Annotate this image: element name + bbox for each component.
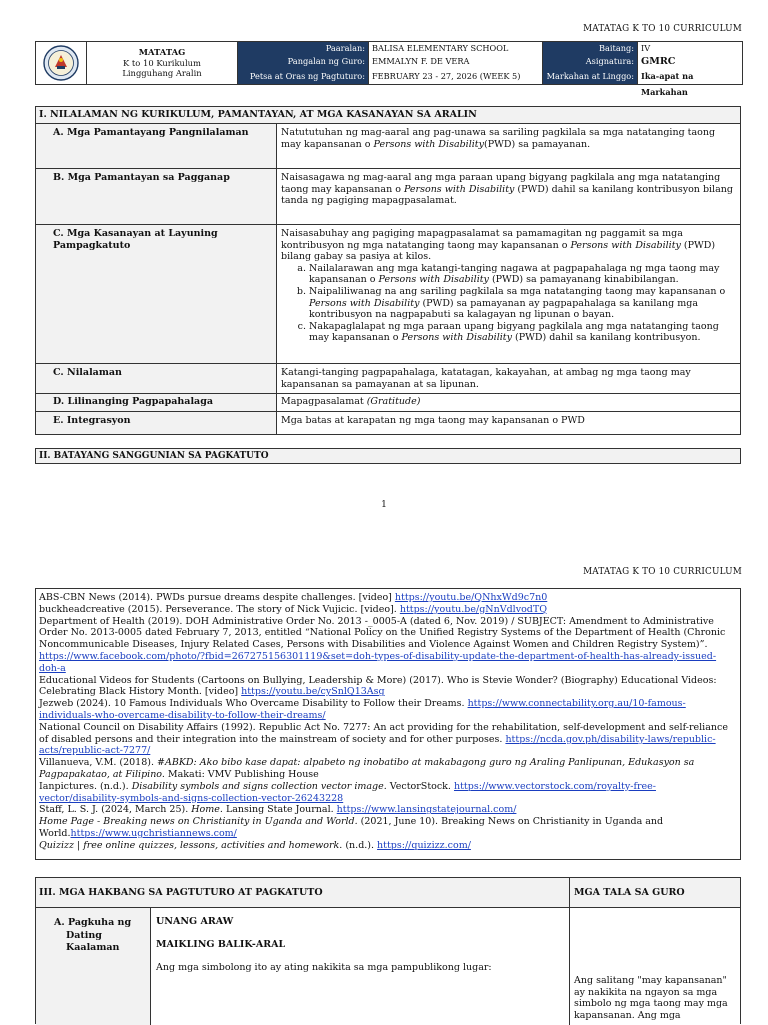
text-pagpapahalaga: Mapagpasalamat (Gratitude) <box>281 396 421 407</box>
baitang-label: Baitang: <box>542 42 637 55</box>
reference-link[interactable]: https://youtu.be/cySnlQ13Asg <box>241 686 385 698</box>
row-pamantayang-pangnilalaman <box>36 124 740 169</box>
reference-link[interactable]: https://www.vectorstock.com/royalty-free-vector/disability-symbols-and-signs-collection-vector-26243228 <box>39 780 656 804</box>
reference-entry: National Council on Disability Affairs (1992). Republic Act No. 7277: An act providing for the rehabilitation, self-development and self-reliance of disabled persons and their integration into the mainstream of society and for other purposes. https://ncda.gov.ph/disability-laws/republic- acts/republic-act-7277/ <box>39 721 728 757</box>
reference-entry: Villanueva, V.M. (2018). #ABKD: Ako bibo kase dapat: alpabeto ng inobatibo at makabagong guro ng Araling Panlipunan, Edukasyon sa Pagpapakatao, at Filipino. Makati: VMV Publishing House <box>39 757 695 780</box>
reference-link[interactable]: https://ncda.gov.ph/disability-laws/republic- acts/republic-act-7277/ <box>39 733 716 757</box>
markahan-value: Ika-apat na Markahan <box>637 68 742 84</box>
text-kasanayan-layunin: Naisasabuhay ang pagiging mapagpasalamat sa pamamagitan ng paggamit sa mga kontribusyon ng mga natatanging taong may kapansanan o Persons with Disability (PWD) bilang gabay sa pasiya at kilos. a. Nailalarawan ang mga katangi-tanging nagawa at pagpapahalaga ng mga taong may kapansanan o Persons with Disability (PWD) sa pamayanang kinabibilangan. b. Naipaliliwanag na ang sariling pagkilala sa mga natatanging taong may kapansanan o Persons with Disability (PWD) sa pamayanan ay pagpapahalaga sa kanilang mga kontribusyon na nagpapabuti sa kalagayan ng lipunan o bayan. c. Nakapaglalapat ng mga paraan upang bigyang pagkilala ang mga natatanging taong may kapansanan o Persons with Disability (PWD) dahil sa kanilang kontribusyon. <box>277 225 740 363</box>
reference-link[interactable]: https://quizizz.com/ <box>377 839 471 851</box>
asignatura-value: GMRC <box>637 55 742 68</box>
label-pagpapahalaga: D. Lilinanging Pagpapahalaga <box>36 394 277 411</box>
label-kasanayan-layunin: C. Mga Kasanayan at Layuning Pampagkatuto <box>36 225 277 363</box>
reference-link[interactable]: https://www.ugchristiannews.com/ <box>70 827 237 839</box>
row-pagpapahalaga <box>36 394 740 412</box>
section-3-table <box>35 877 741 1024</box>
reference-link[interactable]: https://www.lansingstatejournal.com/ <box>336 804 517 816</box>
row-pamantayan-pagganap <box>36 169 740 225</box>
curriculum-header-page2: MATATAG K TO 10 CURRICULUM <box>583 567 742 577</box>
reference-entry: buckheadcreative (2015). Perseverance. The story of Nick Vujicic. [video]. https://youtu.be/gNnVdlvodTQ <box>39 603 547 615</box>
text-integrasyon: Mga batas at karapatan ng mga taong may kapansanan o PWD <box>281 415 585 426</box>
curriculum-header: MATATAG K TO 10 CURRICULUM <box>583 24 742 34</box>
page-number: 1 <box>381 500 387 510</box>
teacher-notes-heading: MGA TALA SA GURO <box>570 878 740 908</box>
text-pamantayan-pagganap: Naisasagawa ng mag-aaral ang mga paraan upang bigyang pagkilala ang mga natatanging taong may kapansanan o Persons with Disability (PWD) dahil sa kanilang kontribusyon bilang tanda ng pagiging mapagpasalamat. <box>281 172 733 207</box>
reference-link[interactable]: https://www.facebook.com/photo/?fbid=267275156301119&set=doh-types-of-disability-update-the-department-of-health-has-already-issued-doh-a <box>39 650 717 674</box>
review-body: Ang mga simbolong ito ay ating nakikita sa mga pampublikong lugar: <box>156 962 492 973</box>
markahan-label: Markahan at Linggo: <box>542 68 637 84</box>
day-label: UNANG ARAW <box>156 916 234 927</box>
teacher-notes-text: Ang salitang "may kapansanan" ay nakikita na ngayon sa mga simbolo ng mga taong may mga kapansanan. Ang mga <box>574 975 728 1021</box>
section-2-heading: II. BATAYANG SANGGUNIAN SA PAGKATUTO <box>36 449 740 463</box>
reference-entry: Ianpictures. (n.d.). Disability symbols and signs collection vector image. VectorStock. https://www.vectorstock.com/royalty-free-vector/disability-symbols-and-signs-collection-vector-26243228 <box>39 780 656 804</box>
label-pamantayang-pangnilalaman: A. Mga Pamantayang Pangnilalaman <box>36 124 277 168</box>
step-label: A. Pagkuha ng Dating Kaalaman <box>36 908 151 1025</box>
text-pamantayang-pangnilalaman: Natututuhan ng mag-aaral ang pag-unawa sa sariling pagkilala sa mga natatanging taong may kapansanan o Persons with Disability(PWD) sa pamayanan. <box>281 127 716 150</box>
info-row-petsa <box>238 68 742 97</box>
reference-entry: Staff, L. S. J. (2024, March 25). Home. Lansing State Journal. https://www.lansingstatejournal.com/ <box>39 804 517 816</box>
petsa-value: FEBRUARY 23 - 27, 2026 (WEEK 5) <box>368 68 542 84</box>
row-integrasyon <box>36 412 740 434</box>
info-row-guro <box>238 55 742 68</box>
section-2-table <box>35 448 741 464</box>
section-1-heading: I. NILALAMAN NG KURIKULUM, PAMANTAYAN, AT MGA KASANAYAN SA ARALIN <box>36 107 740 124</box>
step-content <box>151 908 570 1025</box>
label-pamantayan-pagganap: B. Mga Pamantayan sa Pagganap <box>36 169 277 224</box>
reference-entry: ABS-CBN News (2014). PWDs pursue dreams despite challenges. [video] https://youtu.be/QNhxWd9c7n0 <box>39 592 548 603</box>
section-1-table <box>35 106 741 435</box>
row-kasanayan-layunin <box>36 225 740 364</box>
paaralan-label: Paaralan: <box>238 42 368 55</box>
objective-item: b. Naipaliliwanag na ang sariling pagkilala sa mga natatanging taong may kapansanan o Persons with Disability (PWD) sa pamayanan ay pagpapahalaga sa kanilang mga kontribusyon na nagpapabuti sa kalagayan ng lipunan o bayan. <box>309 286 736 321</box>
references-box <box>35 588 741 860</box>
label-nilalaman: C. Nilalaman <box>36 364 277 393</box>
review-label: MAIKLING BALIK-ARAL <box>156 939 286 950</box>
paaralan-value: BALISA ELEMENTARY SCHOOL <box>368 42 542 55</box>
row-nilalaman <box>36 364 740 394</box>
objective-item: a. Nailalarawan ang mga katangi-tanging nagawa at pagpapahalaga ng mga taong may kapansanan o Persons with Disability (PWD) sa pamayanang kinabibilangan. <box>309 263 736 286</box>
reference-link[interactable]: https://youtu.be/gNnVdlvodTQ <box>399 603 547 615</box>
reference-entry: Educational Videos for Students (Cartoons on Bullying, Leadership & More) (2017). Who is Stevie Wonder? (Biography) Educational Videos: Celebrating Black History Month. [video] https://youtu.be/cySnlQ13Asg <box>39 674 717 698</box>
title-kurikulum: K to 10 Kurikulum <box>123 57 201 68</box>
reference-entry: Department of Health (2019). DOH Administrative Order No. 2013 -_0005-A (dated 6, Nov. 2019) / SUBJECT: Amendment to Administrative Order No. 2013-0005 dated February 7, 2013, entitled “National Policy on the Unified Registry Systems of the Department of Health (Chronic Noncommunicable Diseases, Injury Related Cases, Persons with Disabilities and Violence Against Women and Children Registry System)”. https://www.facebook.com/photo/?fbid=267275156301119&set=doh-types-of-disability-update-the-department-of-health-has-already-issued-doh-a <box>39 615 726 674</box>
deped-seal-logo <box>36 42 87 84</box>
reference-entry: Quizizz | free online quizzes, lessons, activities and homework. (n.d.). https://quizizz.com/ <box>39 839 471 851</box>
info-row-paaralan <box>238 42 742 55</box>
guro-label: Pangalan ng Guro: <box>238 55 368 68</box>
guro-value: EMMALYN F. DE VERA <box>368 55 542 68</box>
text-nilalaman: Katangi-tanging pagpapahalaga, katatagan, kakayahan, at ambag ng mga taong may kapansanan sa pamayanan at sa lipunan. <box>281 367 691 390</box>
title-aralin: Lingguhang Aralin <box>122 68 202 79</box>
asignatura-label: Asignatura: <box>542 55 637 68</box>
reference-entry: Jezweb (2024). 10 Famous Individuals Who Overcame Disability to Follow their Dreams. https://www.connectability.org.au/10-famous-individuals-who-overcame-disability-to-follow-their-dreams/ <box>39 698 686 721</box>
lesson-title-block <box>87 42 238 84</box>
objectives-list <box>281 263 736 344</box>
lesson-info-table <box>35 41 743 97</box>
reference-link[interactable]: https://www.connectability.org.au/10-famous-individuals-who-overcame-disability-to-follow-their-dreams/ <box>39 698 686 721</box>
reference-link[interactable]: https://youtu.be/QNhxWd9c7n0 <box>394 592 548 603</box>
section-3-heading: III. MGA HAKBANG SA PAGTUTURO AT PAGKATUTO <box>36 878 570 908</box>
reference-entry: Home Page - Breaking news on Christianity in Uganda and World. (2021, June 10). Breaking News on Christianity in Uganda and World.https://www.ugchristiannews.com/ <box>39 816 664 839</box>
objective-item: c. Nakapaglalapat ng mga paraan upang bigyang pagkilala ang mga natatanging taong may kapansanan o Persons with Disability (PWD) dahil sa kanilang kontribusyon. <box>309 321 736 344</box>
label-integrasyon: E. Integrasyon <box>36 412 277 434</box>
title-matatag: MATATAG <box>138 47 186 58</box>
baitang-value: IV <box>637 42 742 55</box>
petsa-label: Petsa at Oras ng Pagtuturo: <box>238 68 368 84</box>
